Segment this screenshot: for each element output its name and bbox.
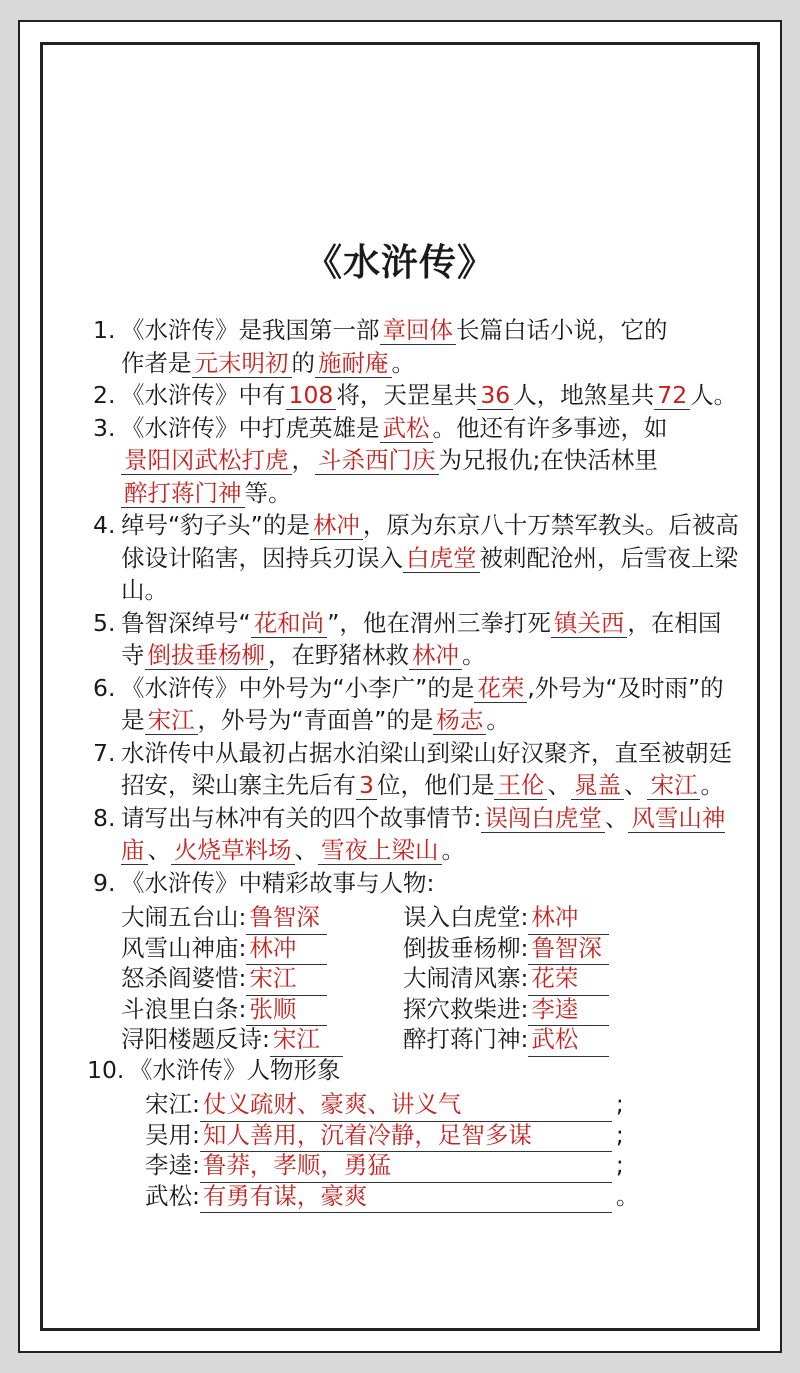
question-number: 7. — [93, 738, 116, 767]
answer: 宋江 — [145, 706, 198, 735]
grid-cell — [121, 932, 327, 966]
trait-row — [145, 1180, 743, 1211]
answer: 斗杀西门庆 — [315, 446, 439, 475]
character-name: 宋江: — [145, 1090, 200, 1118]
grid-row — [121, 901, 743, 932]
grid-cell — [121, 1023, 343, 1057]
question-number: 9. — [93, 868, 116, 897]
character-answer: 武松 — [528, 1023, 609, 1057]
story-label: 斗浪里白条: — [121, 994, 247, 1023]
question-7 — [93, 737, 743, 802]
answer: 施耐庵 — [315, 349, 392, 378]
line-end: ; — [615, 1120, 624, 1149]
question-6 — [93, 672, 743, 737]
trait-answer: 仗义疏财、豪爽、讲义气 — [200, 1088, 612, 1122]
answer: 108 — [286, 381, 337, 410]
question-text: ,外号为“及时雨”的是 — [121, 673, 724, 734]
story-label: 怒杀阎婆惜: — [121, 964, 247, 992]
character-answer: 鲁智深 — [528, 932, 609, 966]
answer: 杨志 — [433, 706, 486, 735]
question-text: 水浒传中从最初占据水泊梁山到梁山好汉聚齐，直至被朝廷招安，梁山寨主先后有 — [121, 738, 732, 799]
answer: 林冲 — [310, 511, 363, 540]
answer: 3 — [356, 771, 377, 800]
answer: 花荣 — [474, 674, 527, 703]
story-label: 探穴救柴进: — [403, 994, 529, 1023]
answer: 风雪山神庙 — [121, 803, 726, 864]
line-end: ; — [615, 1151, 624, 1179]
question-text: ”，他在渭州三拳打死 — [327, 608, 551, 637]
answer: 宋江 — [647, 771, 700, 800]
question-number: 1. — [93, 316, 116, 344]
trait-row — [145, 1149, 743, 1180]
question-number: 5. — [93, 608, 116, 637]
question-text: 、 — [623, 771, 648, 799]
answer: 火烧草料场 — [171, 836, 295, 865]
answer: 72 — [654, 381, 690, 410]
question-number: 8. — [93, 803, 116, 832]
question-4 — [93, 509, 743, 607]
trait-row — [145, 1119, 743, 1150]
question-number: 2. — [93, 381, 116, 409]
grid-cell — [403, 932, 609, 966]
question-3 — [93, 412, 743, 510]
answer: 雪夜上梁山 — [318, 836, 442, 865]
grid-row — [121, 932, 743, 963]
question-text: 人。 — [690, 381, 738, 409]
question-text: 长篇白话小说，它的 — [456, 316, 668, 344]
trait-answer: 鲁莽，孝顺，勇猛 — [200, 1149, 612, 1183]
character-answer: 林冲 — [528, 901, 609, 935]
question-text: 《水浒传》中有 — [121, 381, 286, 409]
grid-cell — [403, 1023, 609, 1057]
question-number: 4. — [93, 511, 116, 539]
character-answer: 花荣 — [528, 962, 609, 996]
story-label: 大闹五台山: — [121, 903, 247, 931]
question-text: ，在相国寺 — [121, 608, 722, 669]
document-title: 《水浒传》 — [305, 241, 495, 284]
question-text: 。他还有许多事迹，如 — [432, 413, 668, 442]
answer: 醉打蒋门神 — [121, 479, 245, 508]
trait-answer: 有勇有谋，豪爽 — [200, 1180, 612, 1214]
trait-row — [145, 1088, 743, 1119]
answer: 武松 — [380, 414, 433, 443]
question-text: 被刺配沧州，后雪夜上梁山。 — [121, 543, 738, 604]
answer: 36 — [477, 381, 513, 410]
answer: 镇关西 — [551, 609, 628, 638]
question-10 — [87, 1054, 743, 1087]
question-text: 《水浒传》中外号为“小李广”的是 — [121, 673, 475, 702]
story-label: 醉打蒋门神: — [403, 1025, 529, 1053]
grid-cell — [403, 962, 609, 996]
grid-row — [121, 962, 743, 993]
question-list — [87, 314, 743, 1210]
answer: 白虎堂 — [403, 544, 480, 573]
question-text: 。 — [462, 641, 486, 669]
story-label: 风雪山神庙: — [121, 933, 247, 962]
story-label: 误入白虎堂: — [403, 903, 529, 931]
character-answer: 宋江 — [270, 1023, 343, 1057]
story-label: 浔阳楼题反诗: — [121, 1025, 270, 1053]
question-text: 《水浒传》中打虎英雄是 — [121, 413, 380, 442]
character-answer: 李逵 — [528, 993, 609, 1027]
line-end: 。 — [615, 1181, 640, 1210]
question-5 — [93, 607, 743, 672]
grid-row — [121, 1023, 743, 1054]
question-text: 等。 — [244, 478, 292, 507]
grid-cell — [121, 993, 327, 1027]
question-text: ， — [291, 446, 315, 474]
character-answer: 鲁智深 — [246, 901, 327, 935]
question-text: 。 — [486, 706, 510, 734]
question-text: 为兄报仇;在快活林里 — [438, 446, 658, 474]
answer: 元末明初 — [192, 349, 292, 378]
character-name: 武松: — [145, 1181, 200, 1210]
question-text: 。 — [700, 771, 724, 799]
character-answer: 宋江 — [246, 962, 327, 996]
answer: 王伦 — [494, 771, 547, 800]
character-traits — [145, 1088, 743, 1210]
character-name: 李逵: — [145, 1151, 200, 1179]
question-text: 位，他们是 — [376, 771, 495, 799]
answer: 景阳冈武松打虎 — [121, 446, 292, 475]
question-8 — [93, 802, 743, 867]
grid-cell — [121, 901, 327, 935]
answer: 林冲 — [409, 641, 462, 670]
character-answer: 林冲 — [246, 932, 327, 966]
question-text: 、 — [547, 771, 571, 799]
grid-cell — [403, 901, 609, 935]
character-answer: 张顺 — [246, 993, 327, 1027]
question-text: 《水浒传》中精彩故事与人物: — [121, 868, 435, 897]
line-end: ; — [615, 1090, 624, 1118]
question-text: 鲁智深绰号“ — [121, 608, 251, 637]
question-text: 将，天罡星共 — [336, 381, 478, 409]
character-name: 吴用: — [145, 1120, 200, 1149]
answer: 章回体 — [380, 316, 457, 345]
story-label: 倒拔垂杨柳: — [403, 933, 529, 962]
answer: 花和尚 — [251, 609, 328, 638]
trait-answer: 知人善用，沉着冷静，足智多谋 — [200, 1119, 612, 1153]
question-text: ，在野猪林救 — [268, 641, 409, 669]
grid-cell — [121, 962, 327, 996]
question-9 — [93, 867, 743, 900]
question-text: 绰号“豹子头”的是 — [121, 511, 310, 539]
question-number: 10. — [87, 1055, 125, 1084]
grid-row — [121, 993, 743, 1024]
question-text: 人，地煞星共 — [513, 381, 655, 409]
question-text: 作者是 — [121, 348, 192, 377]
question-text: 、 — [147, 836, 171, 864]
question-text: 。 — [391, 348, 415, 377]
question-text: 《水浒传》是我国第一部 — [121, 316, 380, 344]
answer: 误闯白虎堂 — [481, 804, 605, 833]
question-text: 《水浒传》人物形象 — [129, 1055, 341, 1084]
question-number: 3. — [93, 413, 116, 442]
question-number: 6. — [93, 673, 116, 702]
story-label: 大闹清风寨: — [403, 964, 529, 992]
story-character-grid — [121, 901, 743, 1054]
question-text: ，外号为“青面兽”的是 — [197, 706, 434, 734]
question-2 — [93, 379, 743, 412]
question-text: ，原为东京八十万禁军教头。后被高俅设计陷害，因持兵刃误入 — [121, 511, 739, 572]
question-text: 、 — [604, 803, 629, 832]
question-text: 、 — [294, 836, 318, 864]
answer: 倒拔垂杨柳 — [145, 641, 269, 670]
question-1 — [93, 314, 743, 379]
question-text: 的 — [291, 348, 315, 377]
grid-cell — [403, 993, 609, 1027]
question-text: 。 — [441, 836, 465, 864]
question-text: 请写出与林冲有关的四个故事情节: — [121, 803, 482, 832]
answer: 晁盖 — [571, 771, 624, 800]
